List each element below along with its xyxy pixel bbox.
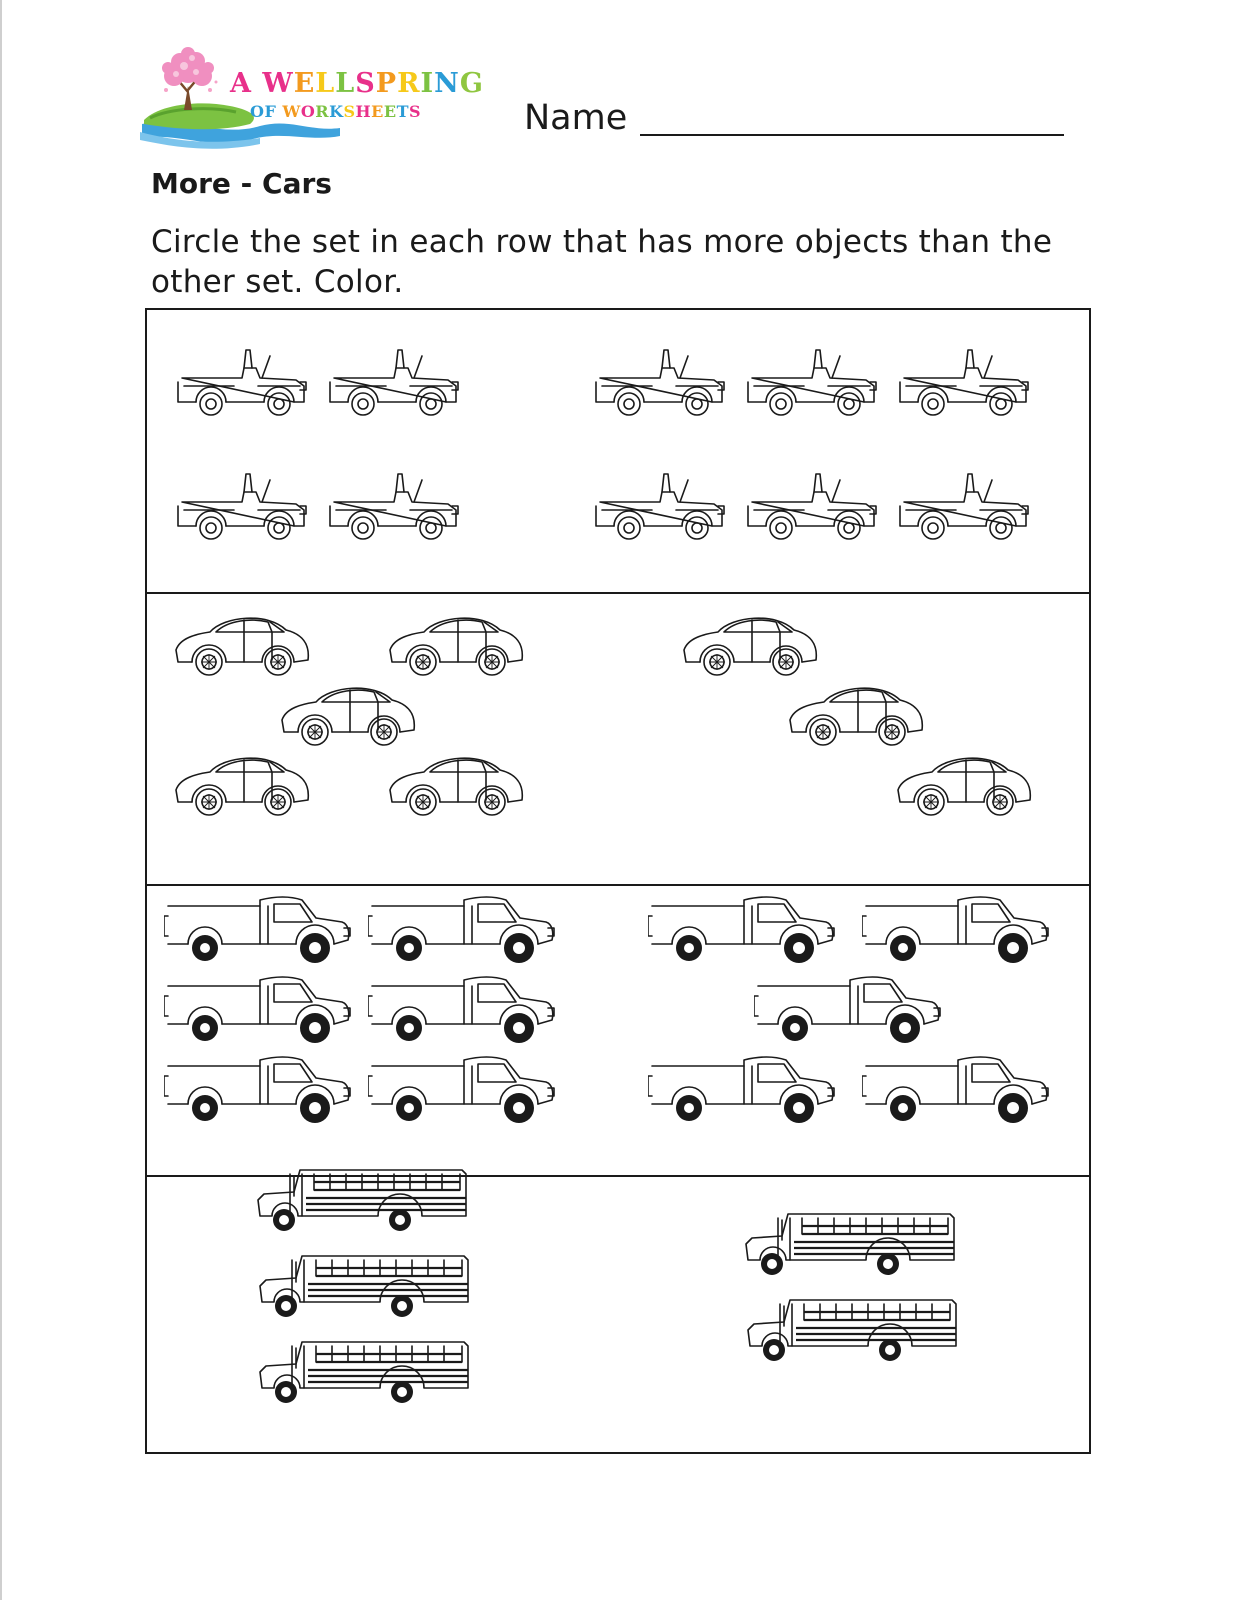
jeep-icon [896, 346, 1030, 422]
beetle-car-icon [386, 610, 526, 678]
name-label: Name [524, 98, 628, 138]
pickup-truck-icon [648, 1052, 838, 1124]
name-field-line[interactable] [640, 134, 1064, 136]
wellspring-logo [140, 46, 484, 156]
row-divider [147, 592, 1091, 594]
beetle-car-icon [172, 610, 312, 678]
worksheet-title: More - Cars [151, 167, 332, 200]
jeep-icon [744, 470, 878, 546]
school-bus-icon [254, 1166, 470, 1236]
beetle-car-icon [786, 680, 926, 748]
beetle-car-icon [894, 750, 1034, 818]
school-bus-icon [744, 1296, 960, 1366]
pickup-truck-icon [164, 972, 354, 1044]
pickup-truck-icon [648, 892, 838, 964]
instructions: Circle the set in each row that has more objects than the other set. Color. [151, 224, 1053, 300]
pickup-truck-icon [368, 1052, 558, 1124]
tree-island-icon [140, 46, 480, 156]
jeep-icon [174, 346, 308, 422]
beetle-car-icon [278, 680, 418, 748]
pickup-truck-icon [164, 892, 354, 964]
logo-text-line1: A WELLSPRING [230, 68, 484, 99]
jeep-icon [174, 470, 308, 546]
jeep-icon [896, 470, 1030, 546]
school-bus-icon [256, 1252, 472, 1322]
pickup-truck-icon [862, 1052, 1052, 1124]
jeep-icon [592, 346, 726, 422]
jeep-icon [326, 346, 460, 422]
logo-text-line2: OF WORKSHEETS [250, 102, 422, 121]
pickup-truck-icon [862, 892, 1052, 964]
jeep-icon [592, 470, 726, 546]
beetle-car-icon [386, 750, 526, 818]
pickup-truck-icon [368, 892, 558, 964]
pickup-truck-icon [368, 972, 558, 1044]
school-bus-icon [742, 1210, 958, 1280]
pickup-truck-icon [754, 972, 944, 1044]
page-edge [0, 0, 2, 1600]
school-bus-icon [256, 1338, 472, 1408]
jeep-icon [744, 346, 878, 422]
beetle-car-icon [680, 610, 820, 678]
pickup-truck-icon [164, 1052, 354, 1124]
beetle-car-icon [172, 750, 312, 818]
jeep-icon [326, 470, 460, 546]
row-divider [147, 884, 1091, 886]
